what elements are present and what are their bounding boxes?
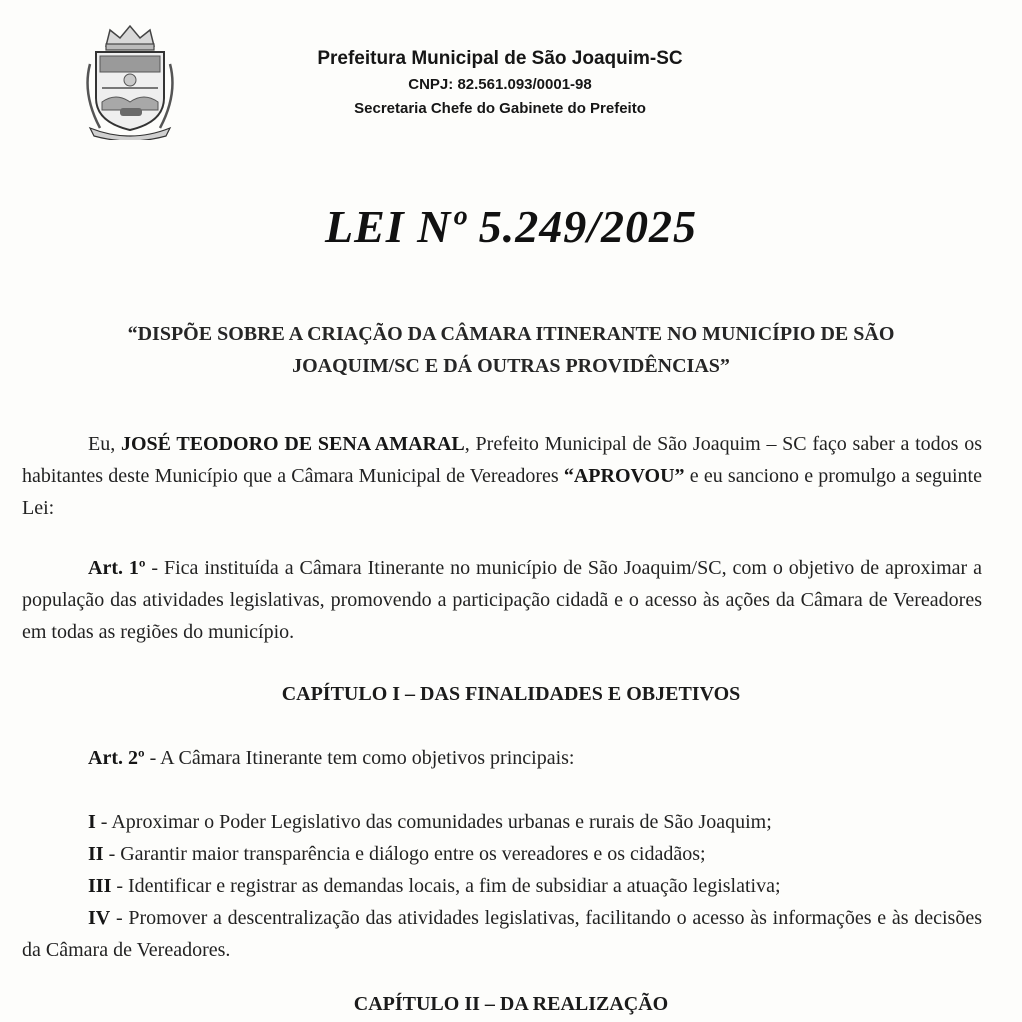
list-item [22, 838, 982, 870]
letterhead [230, 46, 770, 120]
item-numeral: II [88, 843, 104, 865]
ementa-line-1: “DISPÕE SOBRE A CRIAÇÃO DA CÂMARA ITINERANTE NO MUNICÍPIO DE SÃO [127, 323, 895, 345]
preamble-text-b: e eu sanciono e promulgo a seguinte Lei: [22, 465, 982, 519]
article-2-text: - A Câmara Itinerante tem como objetivos principais: [144, 747, 575, 769]
item-numeral: IV [88, 907, 111, 929]
chapter-1-heading: CAPÍTULO I – DAS FINALIDADES E OBJETIVOS [281, 683, 741, 705]
article-2-label: Art. 2º [88, 747, 145, 769]
list-item [22, 870, 982, 902]
preamble-paragraph [22, 428, 982, 524]
item-numeral: I [88, 811, 96, 833]
article-1-label: Art. 1º [88, 557, 146, 579]
list-item [22, 806, 982, 838]
approved-word: “APROVOU” [563, 465, 685, 487]
item-text: - Aproximar o Poder Legislativo das comunidades urbanas e rurais de São Joaquim; [95, 811, 772, 833]
list-item [22, 902, 982, 966]
item-numeral: III [88, 875, 112, 897]
chapter-2-heading: CAPÍTULO II – DA REALIZAÇÃO [353, 993, 669, 1015]
item-text: - Garantir maior transparência e diálogo entre os vereadores e os cidadãos; [103, 843, 706, 865]
coat-of-arms-icon [80, 24, 180, 140]
law-title: LEI Nº 5.249/2025 [325, 201, 697, 252]
cnpj-line: CNPJ: 82.561.093/0001-98 [408, 76, 592, 93]
preamble-text-a: , Prefeito Municipal de São Joaquim – SC faço saber a todos os habitantes deste Município que a Câmara Municipal de Vereadores [22, 433, 983, 487]
item-text: - Identificar e registrar as demandas locais, a fim de subsidiar a atuação legislativa; [111, 875, 781, 897]
article-2 [22, 742, 982, 774]
article-1-text: - Fica instituída a Câmara Itinerante no município de São Joaquim/SC, com o objetivo de aproximar a população das atividades legislativas, promovendo a participação cidadã e o acesso às ações da Câmara de Vereadores em todas as regiões do município. [22, 557, 982, 643]
article-1 [22, 552, 982, 648]
department-line: Secretaria Chefe do Gabinete do Prefeito [354, 100, 646, 117]
institution-name: Prefeitura Municipal de São Joaquim-SC [317, 48, 683, 69]
preamble-opening: Eu, [88, 433, 121, 455]
ementa-line-2: JOAQUIM/SC E DÁ OUTRAS PROVIDÊNCIAS” [292, 355, 730, 377]
mayor-name: JOSÉ TEODORO DE SENA AMARAL [120, 433, 465, 455]
law-ementa [40, 318, 982, 382]
item-text: - Promover a descentralização das atividades legislativas, facilitando o acesso às informações e às decisões da Câmara de Vereadores. [22, 907, 982, 961]
